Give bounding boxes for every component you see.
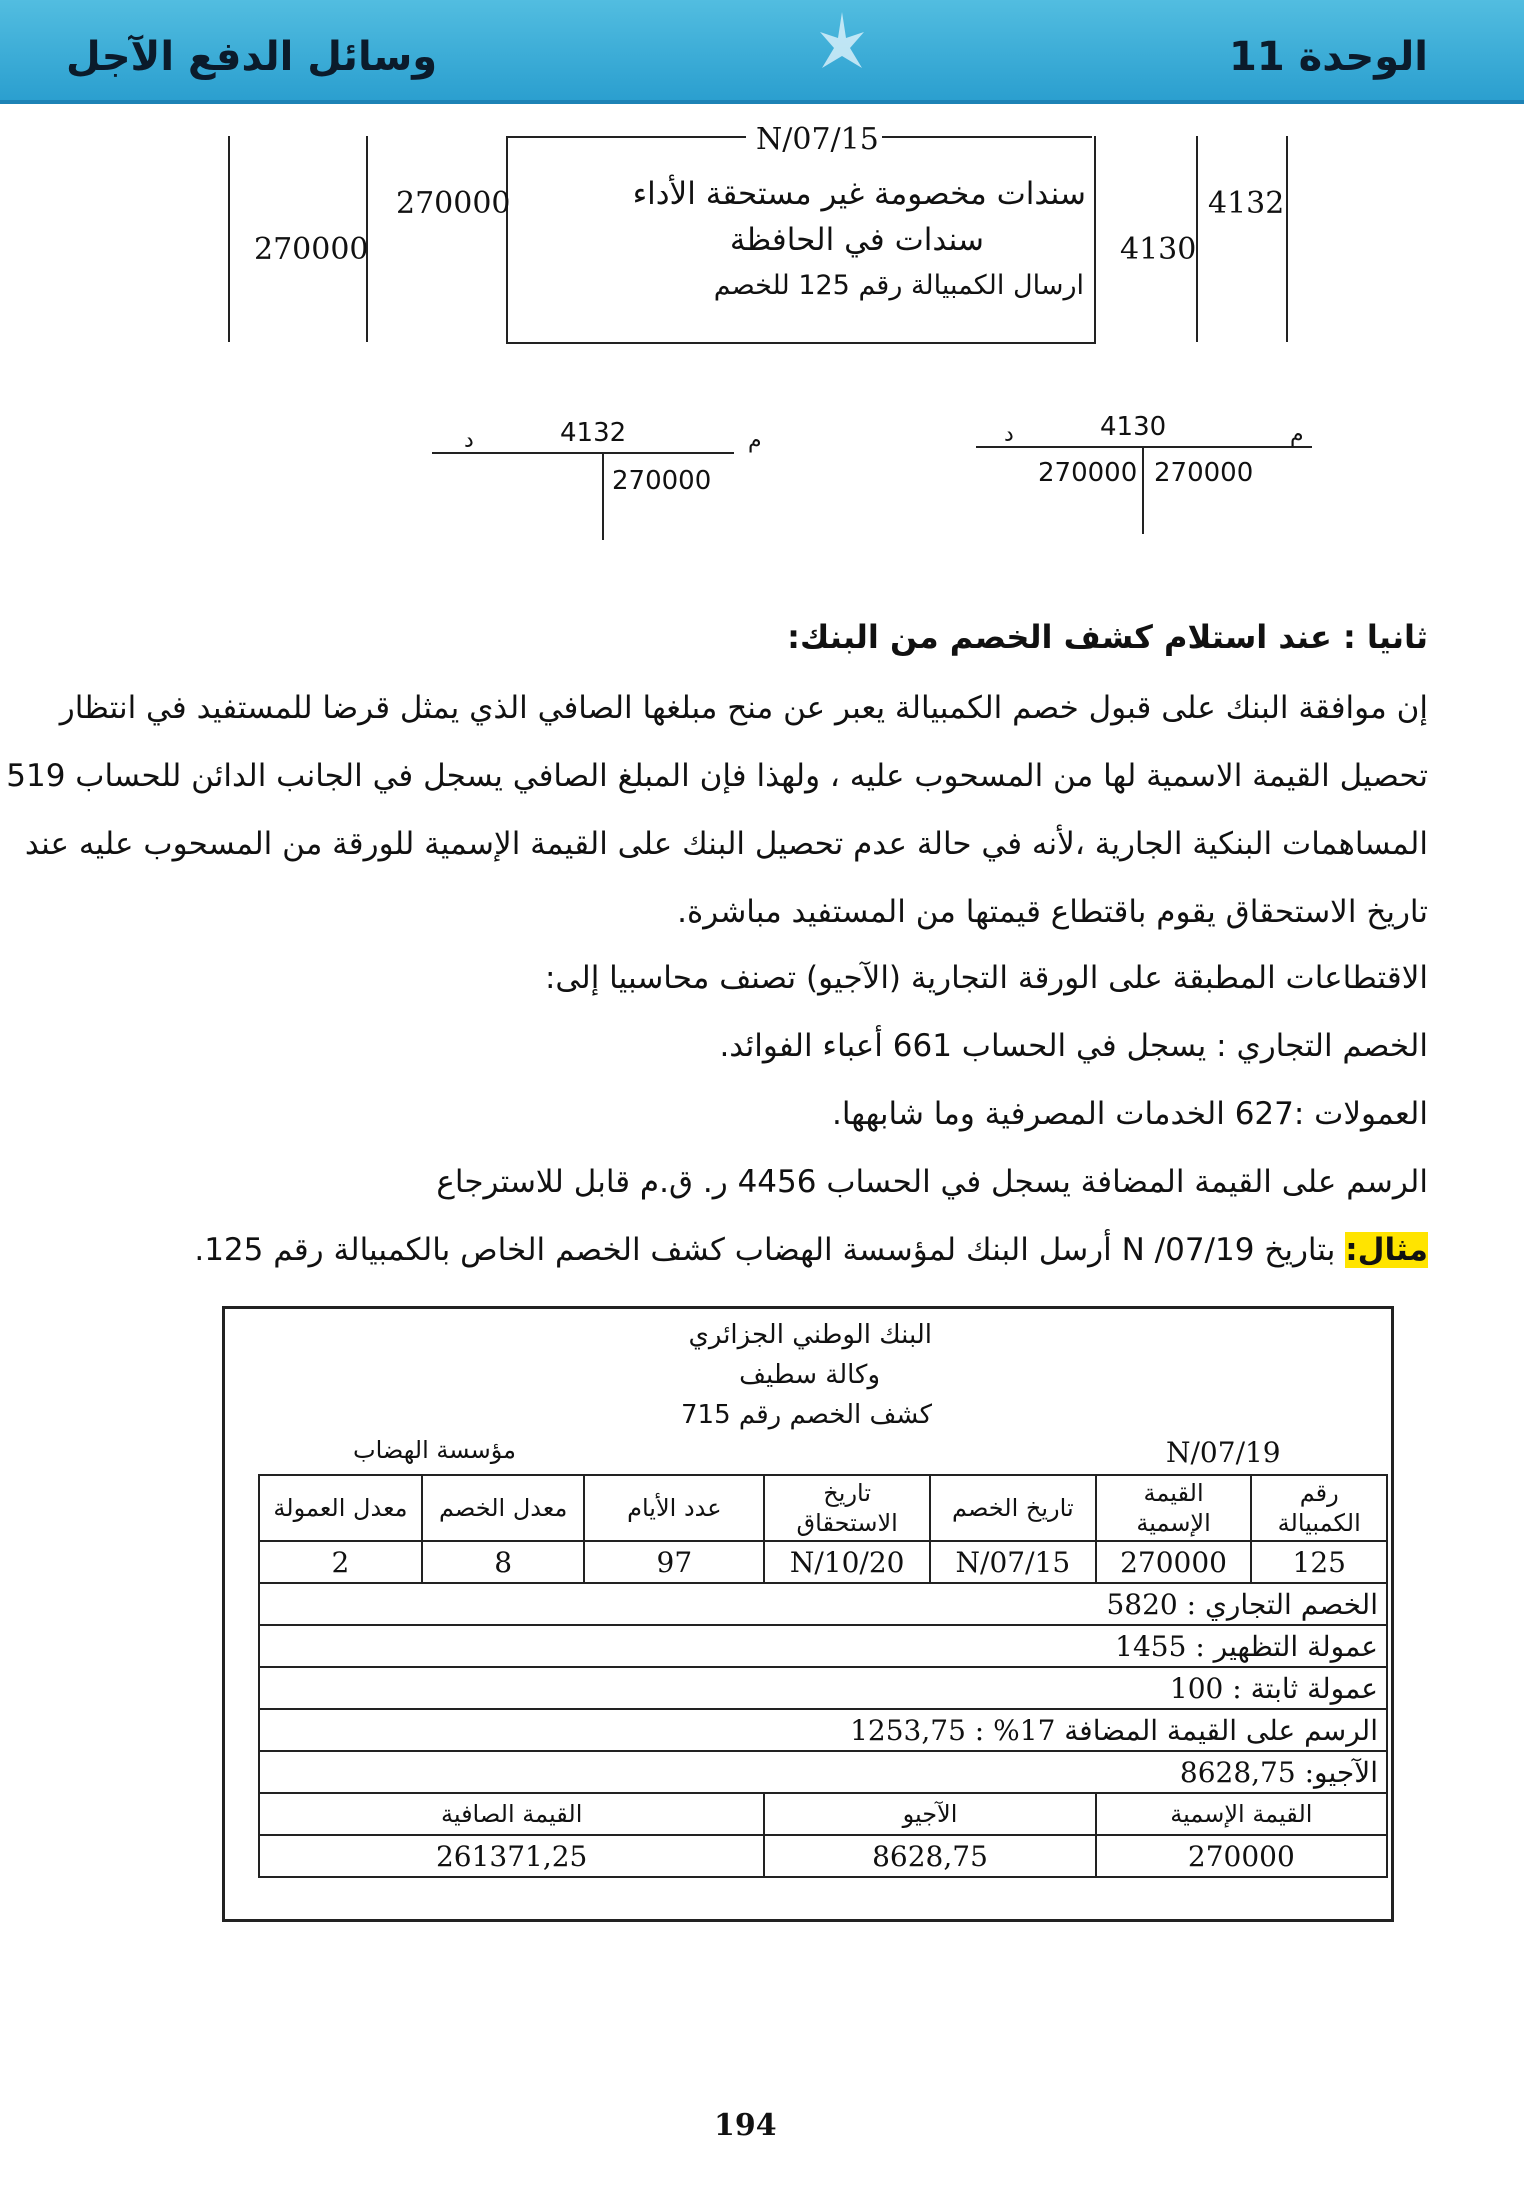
deduction-line: عمولة ثابتة : 100 (259, 1667, 1387, 1709)
summary-header: الآجيو (764, 1793, 1095, 1835)
journal-rule (882, 136, 1092, 138)
t-account-credit-label: د (1004, 422, 1014, 447)
summary-value: 8628,75 (764, 1835, 1095, 1877)
t-account-number: 4130 (1100, 412, 1167, 442)
paragraph-line: المساهمات البنكية الجارية ،لأنه في حالة عدم تحصيل البنك على القيمة الإسمية للورقة من المسحوب عليه عند (24, 826, 1428, 862)
t-account-credit-amount: 270000 (612, 466, 712, 496)
column-header: تاريخ الخصم (930, 1475, 1096, 1541)
t-account-debit-amount: 270000 (1038, 458, 1138, 488)
journal-amount-debit: 270000 (396, 186, 511, 221)
column-header: معدل الخصم (422, 1475, 584, 1541)
column-header: رقم الكمبيالة (1251, 1475, 1387, 1541)
journal-amount-credit: 270000 (254, 232, 369, 267)
journal-date: N/07/15 (756, 122, 879, 157)
paragraph-line: الرسم على القيمة المضافة يسجل في الحساب 4456 ر. ق.م قابل للاسترجاع (436, 1164, 1428, 1200)
t-account-rule (602, 452, 604, 540)
summary-value: 270000 (1096, 1835, 1387, 1877)
table-cell: N/07/15 (930, 1541, 1096, 1583)
statement-agency: وكالة سطيف (739, 1360, 880, 1390)
example-line (194, 1232, 1428, 1268)
t-account-rule (1142, 446, 1144, 534)
statement-date: N/07/19 (1166, 1436, 1281, 1469)
paragraph-line: الاقتطاعات المطبقة على الورقة التجارية (الآجيو) تصنف محاسبيا إلى: (544, 960, 1428, 996)
journal-rule (506, 136, 746, 138)
emblem-icon (812, 8, 872, 88)
table-row (259, 1541, 1387, 1583)
t-account-number: 4132 (560, 418, 627, 448)
journal-account-debit: 4132 (1208, 186, 1285, 221)
deduction-line: عمولة التظهير : 1455 (259, 1625, 1387, 1667)
summary-header: القيمة الصافية (259, 1793, 764, 1835)
column-header: تاريخ الاستحقاق (764, 1475, 930, 1541)
table-row (259, 1751, 1387, 1793)
statement-table (258, 1474, 1388, 1878)
summary-header-row (259, 1793, 1387, 1835)
table-cell: 8 (422, 1541, 584, 1583)
t-account-debit-label: م (1290, 422, 1304, 447)
paragraph-line: العمولات :627 الخدمات المصرفية وما شابهها. (832, 1096, 1428, 1132)
summary-row (259, 1835, 1387, 1877)
deduction-line: الخصم التجاري : 5820 (259, 1583, 1387, 1625)
statement-title: كشف الخصم رقم 715 (681, 1400, 932, 1430)
chapter-title: وسائل الدفع الآجل (66, 34, 438, 80)
paragraph-line: الخصم التجاري : يسجل في الحساب 661 أعباء الفوائد. (719, 1028, 1428, 1064)
table-cell: 2 (259, 1541, 422, 1583)
journal-rule (228, 136, 230, 342)
statement-client: مؤسسة الهضاب (352, 1436, 516, 1464)
table-row (259, 1667, 1387, 1709)
statement-bank: البنك الوطني الجزائري (688, 1320, 932, 1350)
column-header: معدل العمولة (259, 1475, 422, 1541)
paragraph-line: تحصيل القيمة الاسمية لها من المسحوب عليه ، ولهذا فإن المبلغ الصافي يسجل في الجانب الدائن للحساب 519 (6, 758, 1428, 794)
t-account-credit-label: د (464, 428, 474, 453)
table-row (259, 1625, 1387, 1667)
journal-label-credit: سندات في الحافظة (729, 222, 984, 258)
journal-description: ارسال الكمبيالة رقم 125 للخصم (713, 270, 1084, 301)
paragraph-line: تاريخ الاستحقاق يقوم باقتطاع قيمتها من المستفيد مباشرة. (677, 894, 1428, 930)
t-account-debit-label: م (748, 428, 762, 453)
page-number: 194 (714, 2108, 777, 2143)
table-cell: 97 (584, 1541, 764, 1583)
summary-value: 261371,25 (259, 1835, 764, 1877)
journal-label-debit: سندات مخصومة غير مستحقة الأداء (632, 176, 1086, 212)
deduction-line: الرسم على القيمة المضافة 17% : 1253,75 (259, 1709, 1387, 1751)
page-header (0, 0, 1524, 104)
summary-header: القيمة الإسمية (1096, 1793, 1387, 1835)
table-cell: N/10/20 (764, 1541, 930, 1583)
table-row (259, 1583, 1387, 1625)
example-label: مثال: (1345, 1232, 1428, 1268)
journal-rule (1286, 136, 1288, 342)
journal-account-credit: 4130 (1120, 232, 1197, 267)
table-cell: 270000 (1096, 1541, 1252, 1583)
t-account-rule (432, 452, 734, 454)
t-account-rule (976, 446, 1312, 448)
table-cell: 125 (1251, 1541, 1387, 1583)
t-account-credit-amount: 270000 (1154, 458, 1254, 488)
unit-label: الوحدة 11 (1229, 34, 1428, 80)
column-header: القيمة الإسمية (1096, 1475, 1252, 1541)
table-row (259, 1709, 1387, 1751)
example-text: بتاريخ N /07/19 أرسل البنك لمؤسسة الهضاب كشف الخصم الخاص بالكمبيالة رقم 125. (194, 1232, 1346, 1268)
section-heading: ثانيا : عند استلام كشف الخصم من البنك: (787, 618, 1428, 656)
deduction-line: الآجيو: 8628,75 (259, 1751, 1387, 1793)
table-header-row (259, 1475, 1387, 1541)
paragraph-line: إن موافقة البنك على قبول خصم الكمبيالة يعبر عن منح مبلغها الصافي الذي يمثل قرضا للمستفيد في انتظار (59, 690, 1428, 726)
column-header: عدد الأيام (584, 1475, 764, 1541)
